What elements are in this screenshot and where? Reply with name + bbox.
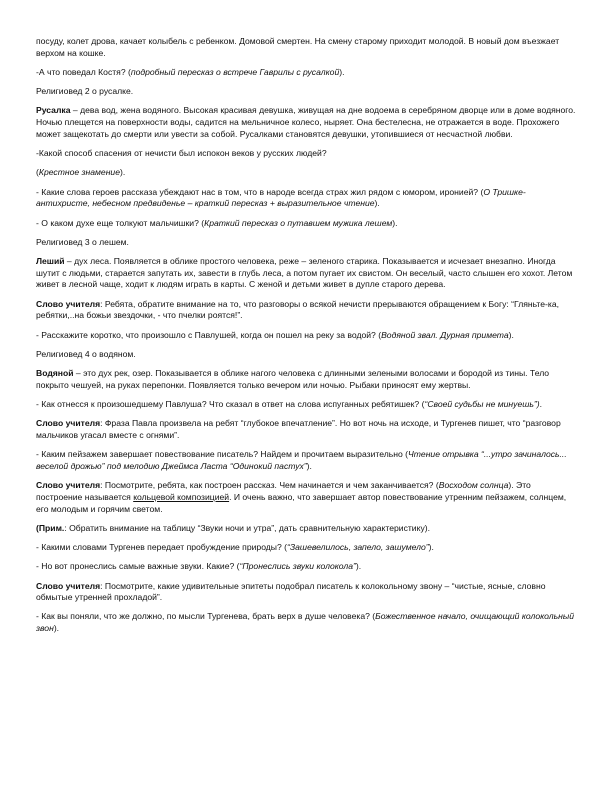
text-segment: Слово учителя [36, 298, 101, 309]
text-segment: : Фраза Павла произвела на ребят “глубокое впечатление”. Но вот ночь на исходе, и Тургенев пишет, что “разговор мальчиков угасал вместе с огнями”. [36, 418, 561, 440]
text-segment: подробный пересказ о встрече Гаврилы с русалкой [130, 66, 340, 77]
text-segment: ). [339, 66, 345, 77]
text-segment: Восходом солнца [438, 480, 509, 491]
paragraph [36, 187, 576, 211]
paragraph [36, 105, 576, 140]
text-segment: “Пронеслись звуки колокола” [239, 561, 356, 572]
text-segment: - Какие слова героев рассказа убеждают нас в том, что в народе всегда страх жил рядом с юмором, иронией? ( [36, 186, 484, 197]
text-segment: - Какими словами Тургенев передает пробуждение природы? ( [36, 542, 288, 553]
paragraph [36, 523, 576, 535]
text-segment: - Каким пейзажем завершает повествование писатель? Найдем и прочитаем выразительно ( [36, 449, 408, 460]
text-segment: Краткий пересказ о путавшем мужика лешем [204, 217, 393, 228]
text-segment: – дух леса. Появляется в облике простого человека, реже – зеленого старика. Показывается и исчезает внезапно. Иногда шутит с людьми, старается запутать их, завести в глубь леса, а потом пугает их свистом. Он веселый, часто слышен его хохот. Летом живет в лесной чаще, ходит к людям играть в карты. С женой и детьми живет в дупле старого дерева. [36, 255, 573, 290]
text-segment: Русалка [36, 105, 71, 116]
paragraph [36, 449, 576, 473]
text-segment: - Как отнесся к произошедшему Павлуша? Что сказал в ответ на слова испуганных ребятишек? ( [36, 399, 425, 409]
text-segment: ). [355, 561, 362, 572]
text-segment: ( [36, 167, 39, 178]
text-segment: Религиовед 2 о русалке. [36, 86, 134, 97]
text-segment: кольцевой композицией [133, 491, 230, 502]
paragraph [36, 561, 576, 573]
text-segment: Слово учителя [36, 580, 101, 591]
paragraph [36, 349, 576, 361]
text-segment: Леший [36, 255, 65, 266]
paragraph [36, 67, 576, 79]
text-segment: Религиовед 4 о водяном. [36, 348, 136, 359]
text-segment: : Ребята, обратите внимание на то, что разговоры о всякой нечисти прерываются обращением к Богу: “Гляньте-ка, ребятки,..на божьи звездочки, - что пчелки роятся!”. [36, 298, 560, 321]
text-segment: ). [392, 217, 398, 228]
text-segment: Слово учителя [36, 480, 101, 491]
text-segment: – дева вод, жена водяного. Высокая красивая девушка, живущая на дне водоема в серебряном дворце или в доме водяного. Ночью плещется на поверхности воды, садится на мельничное колесо, ныряет. Она бестелесна, не отражается в воде. Прохожего может защекотать до смерти или увести за собой. Русалками становятся девушки, утопившиеся от несчастной любви. [36, 105, 576, 139]
paragraph [36, 399, 576, 411]
text-segment: (Прим. [36, 522, 65, 533]
paragraph [36, 237, 576, 249]
text-segment: Водяной [36, 368, 74, 379]
text-segment: ). Это построение называется [36, 480, 531, 502]
text-segment: Водяной звал. Дурная примета [381, 329, 509, 340]
text-segment: : Посмотрите, какие удивительные эпитеты подобрал писатель к колокольному звону – “чистые, ясные, словно обмытые утренней прохладой”. [36, 580, 546, 603]
paragraph [36, 218, 576, 230]
paragraph [36, 256, 576, 291]
text-segment: - Как вы поняли, что же должно, по мысли Тургенева, брать верх в душе человека? ( [36, 611, 376, 622]
text-segment: . [539, 399, 542, 409]
paragraph [36, 330, 576, 342]
text-segment: Слово учителя [36, 418, 101, 429]
text-segment: ). [374, 198, 380, 209]
text-segment: - О каком духе еще толкуют мальчишки? ( [36, 217, 205, 228]
text-segment: Религиовед 3 о лешем. [36, 236, 129, 247]
text-segment: . И очень важно, что завершает автор повествование утренним пейзажем, солнцем, его молодым и горячим светом. [36, 491, 567, 514]
paragraph [36, 581, 576, 605]
text-segment: – это дух рек, озер. Показывается в облике нагого человека с длинными зелеными волосами и бородой из тины. Тело покрыто чешуей, на руках перепонки. Появляется только вечером или ночью. Рыбаки приносят ему жертвы. [36, 368, 550, 390]
text-segment: -А что поведал Костя? ( [36, 66, 131, 77]
text-segment: -Какой способ спасения от нечисти был испокон веков у русских людей? [36, 148, 327, 159]
text-segment: “Своей судьбы не минуешь”) [424, 399, 540, 409]
text-segment: “Зашевелилось, запело, зашумело” [287, 542, 429, 553]
paragraph [36, 36, 576, 60]
text-segment: Божественное начало, очищающий колокольный звон [36, 611, 574, 634]
text-segment: - Но вот пронеслись самые важные звуки. Какие? ( [36, 561, 240, 572]
paragraph [36, 542, 576, 554]
paragraph [36, 299, 576, 323]
paragraph [36, 611, 576, 635]
text-segment: ). [53, 623, 60, 634]
text-segment: - Расскажите коротко, что произошло с Павлушей, когда он пошел на реку за водой? ( [36, 329, 382, 340]
paragraph [36, 86, 576, 98]
paragraph [36, 167, 576, 179]
paragraph [36, 368, 576, 392]
text-segment: ). [120, 167, 126, 178]
text-segment: : Обратить внимание на таблицу “Звуки ночи и утра”, дать сравнительную характеристику). [64, 522, 431, 533]
text-segment: ). [306, 460, 312, 471]
paragraph [36, 148, 576, 160]
text-segment: : Посмотрите, ребята, как построен рассказ. Чем начинается и чем заканчивается? ( [100, 480, 439, 491]
text-segment: ). [428, 542, 434, 553]
text-segment: ). [508, 329, 514, 340]
text-segment: Крестное знамение [38, 167, 120, 178]
text-segment: О Тришке-антихристе, небесном предвиденье – краткий пересказ + выразительное чтение [36, 186, 526, 209]
text-segment: Чтение отрывка “...утро зачиналось... веселой дрожью” под мелодию Джеймса Ласта “Одинокий пастух” [36, 449, 567, 471]
paragraph [36, 418, 576, 442]
text-segment: посуду, колет дрова, качает колыбель с ребенком. Домовой смертен. На смену старому приходит молодой. В новый дом въезжает верхом на кошке. [36, 36, 560, 58]
paragraph [36, 480, 576, 515]
